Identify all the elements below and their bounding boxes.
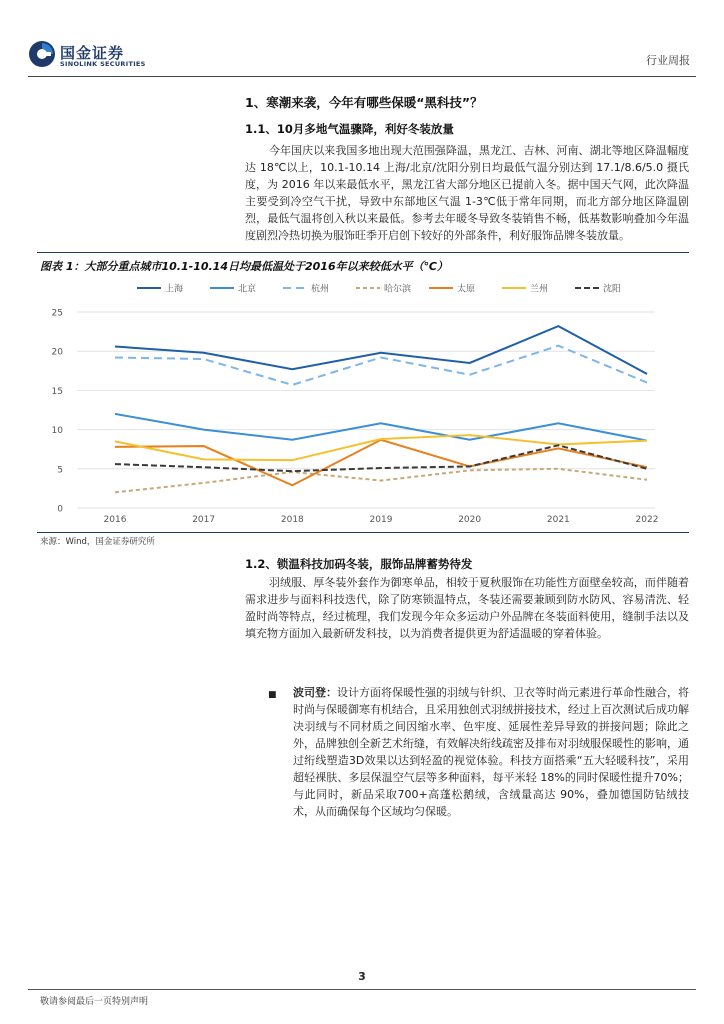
legend-label: 哈尔滨 bbox=[384, 284, 412, 295]
legend-label: 上海 bbox=[165, 284, 184, 295]
chart-legend bbox=[137, 283, 621, 295]
y-tick-label: 5 bbox=[57, 465, 63, 476]
report-type-label: 行业周报 bbox=[646, 54, 690, 67]
sinolink-logo-icon bbox=[28, 40, 56, 68]
y-tick-label: 20 bbox=[51, 347, 63, 358]
page-header bbox=[0, 0, 724, 80]
temperature-line-chart bbox=[37, 276, 689, 532]
legend-label: 北京 bbox=[238, 284, 257, 295]
x-tick-label: 2016 bbox=[103, 515, 127, 525]
series-line-北京 bbox=[115, 414, 647, 441]
logo-english-name: SINOLINK SECURITIES bbox=[60, 60, 146, 68]
x-tick-label: 2021 bbox=[546, 515, 570, 525]
legend-label: 沈阳 bbox=[603, 284, 622, 295]
section-1-2-title: 1.2、锁温科技加码冬装，服饰品牌蓄势待发 bbox=[245, 557, 473, 571]
section-1-1-paragraph: 今年国庆以来我国多地出现大范围强降温，黑龙江、吉林、河南、湖北等地区降温幅度达 18℃以上，10.1-10.14 上海/北京/沈阳分别日均最低气温分别达到 17.1/8.6/5.0 摄氏度，为 2016 年以来最低水平，黑龙江省大部分地区已提前入冬。据中国天气网，此次降温主要受到冷空气干扰，导致中东部地区气温 1-3℃低于常年同期，而北方部分地区降温剧烈，最低气温将创入秋以来最低。参考去年暖冬导致冬装销售不畅，低基数影响叠加今年温度剧烈冷热切换为服饰旺季开启创下较好的外部条件，利好服饰品牌冬装放量。 bbox=[245, 144, 689, 242]
figure-source: 来源：Wind，国金证券研究所 bbox=[40, 537, 155, 547]
section-1-2-paragraph: 羽绒服、厚冬装外套作为御寒单品，相较于夏秋服饰在功能性方面壁垒较高，而伴随着需求进步与面料科技迭代，除了防寒锁温特点，冬装还需要兼顾到防水防风、容易清洗、轻盈时尚等特点，经过梳理，我们发现今年众多运动户外品牌在冬装面料使用，缝制手法以及填充物方面加入最新研发科技，以为消费者提供更为舒适温暖的穿着体验。 bbox=[245, 576, 689, 640]
figure-top-rule bbox=[37, 252, 689, 253]
section-1-title: 1、寒潮来袭，今年有哪些保暖“黑科技”？ bbox=[245, 95, 483, 110]
series-line-上海 bbox=[115, 326, 647, 374]
section-1-1-title: 1.1、10月多地气温骤降，利好冬装放量 bbox=[245, 122, 454, 136]
y-tick-label: 10 bbox=[51, 426, 63, 437]
chart-y-axis bbox=[52, 309, 64, 515]
y-tick-label: 25 bbox=[51, 308, 63, 319]
bullet-bosideng bbox=[293, 684, 689, 820]
x-tick-label: 2020 bbox=[458, 515, 482, 525]
figure-title: 图表 1：大部分重点城市10.1-10.14日均最低温处于2016年以来较低水平（℃） bbox=[40, 260, 448, 273]
series-line-哈尔滨 bbox=[115, 469, 647, 493]
footer-divider bbox=[28, 989, 696, 990]
y-tick-label: 15 bbox=[51, 386, 63, 397]
x-tick-label: 2018 bbox=[280, 515, 304, 525]
legend-label: 兰州 bbox=[530, 284, 549, 295]
bullet-heading: 波司登： bbox=[293, 686, 337, 699]
chart-x-axis bbox=[104, 515, 659, 525]
legend-label: 太原 bbox=[457, 284, 476, 295]
logo-chinese-name: 国金证券 bbox=[60, 44, 125, 62]
page-number: 3 bbox=[358, 970, 366, 983]
header-divider bbox=[28, 76, 696, 77]
x-tick-label: 2017 bbox=[192, 515, 216, 525]
x-tick-label: 2022 bbox=[635, 515, 659, 525]
bullet-square-icon: ■ bbox=[268, 690, 277, 700]
footer-disclaimer: 敬请参阅最后一页特别声明 bbox=[40, 997, 149, 1007]
y-tick-label: 0 bbox=[57, 504, 63, 515]
x-tick-label: 2019 bbox=[369, 515, 393, 525]
legend-label: 杭州 bbox=[311, 284, 330, 295]
figure-bottom-rule bbox=[37, 532, 689, 533]
bullet-body: 设计方面将保暖性强的羽绒与针织、卫衣等时尚元素进行革命性融合，将时尚与保暖御寒有机结合，且采用独创式羽绒拼接技术，经过上百次测试后成功解决羽绒与不同材质之间因缩水率、色牢度、延展性差异导致的拼接问题；除此之外，品牌独创全新艺术绗缝，有效解决绗线疏密及排布对羽绒服保暖性的影响，通过绗线塑造3D效果以达到轻盈的视觉体验。科技方面搭乘“五大轻暖科技”，采用超轻裸肤、多层保温空气层等多种面料，每平米轻 18%的同时保暖性提升70%；与此同时，新品采取700+高蓬松鹅绒，含绒量高达 90%，叠加德国防钻绒技术，从而确保每个区域均匀保暖。 bbox=[293, 686, 689, 818]
